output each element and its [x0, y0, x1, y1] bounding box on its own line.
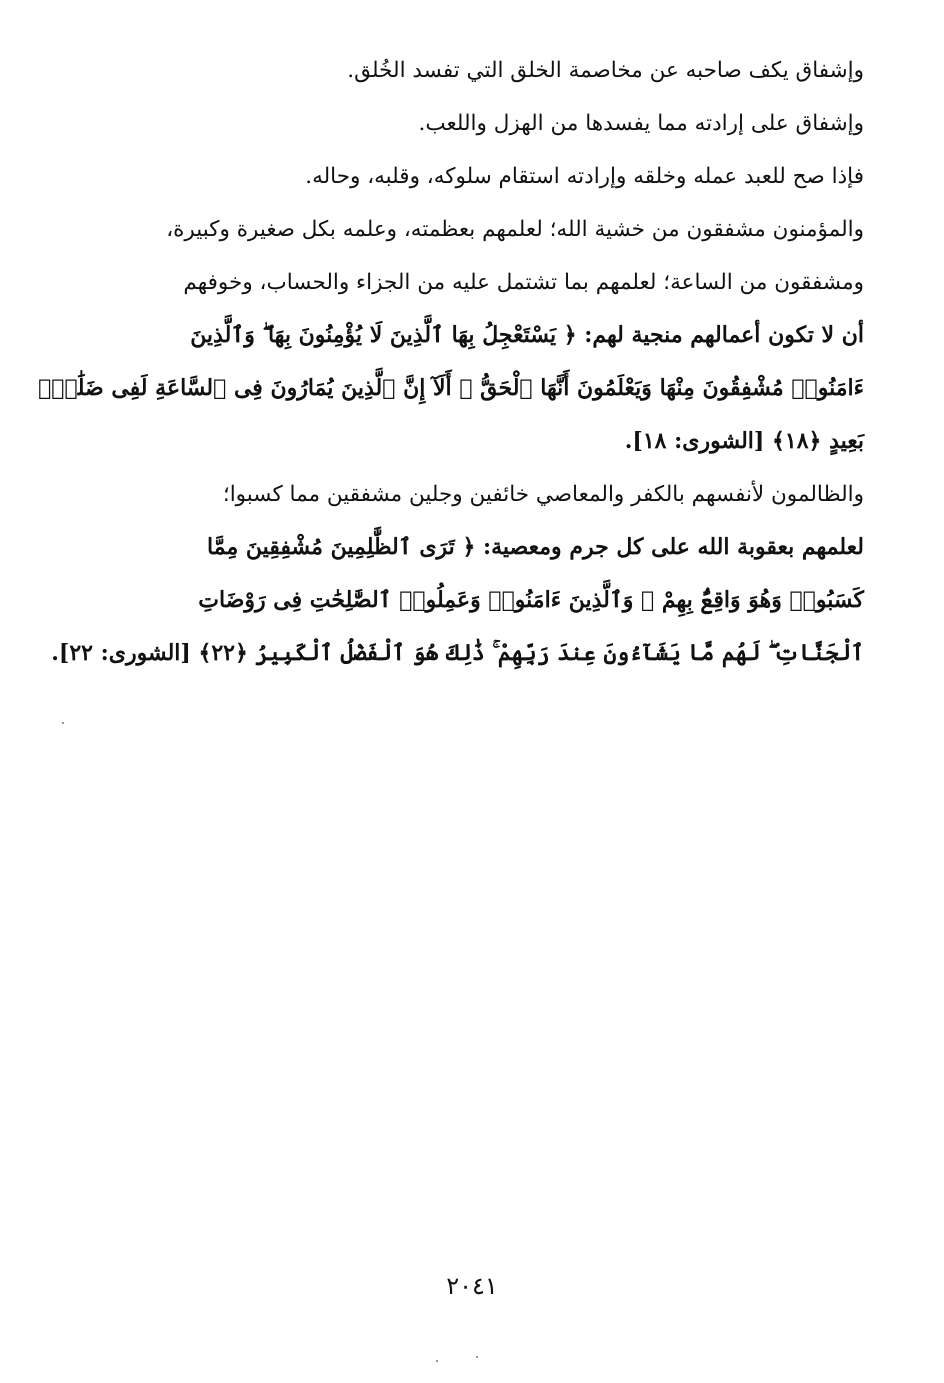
scan-speck [436, 1360, 438, 1362]
quran-verse-line: لعلمهم بعقوبة الله على كل جرم ومعصية: ﴿ تَرَى ٱلظَّٰلِمِينَ مُشْفِقِينَ مِمَّا [207, 534, 864, 560]
text-line: والمؤمنون مشفقون من خشية الله؛ لعلمهم بعظمته، وعلمه بكل صغيرة وكبيرة، [166, 217, 864, 242]
text-line: فإذا صح للعبد عمله وخلقه وإرادته استقام سلوكه، وقلبه، وحاله. [305, 164, 864, 189]
text-line: وإشفاق على إرادته مما يفسدها من الهزل واللعب. [418, 111, 864, 136]
quran-verse-line: كَسَبُوا۟ وَهُوَ وَاقِعٌۢ بِهِمْ ۗ وَٱلَّذِينَ ءَامَنُوا۟ وَعَمِلُوا۟ ٱلصَّٰلِحَٰتِ فِى رَوْضَاتِ [198, 587, 864, 613]
quran-verse-line: ءَامَنُوا۟ مُشْفِقُونَ مِنْهَا وَيَعْلَمُونَ أَنَّهَا ٱلْحَقُّ ۗ أَلَآ إِنَّ ٱلَّذِينَ يُمَارُونَ فِى ٱلسَّاعَةِ لَفِى ضَلَٰلٍۭ [38, 375, 864, 401]
body-text [38, 44, 864, 680]
quran-verse-line: ٱلْجَنَّاتِ ۖ لَهُم مَّا يَشَآءُونَ عِندَ رَبِّهِمْ ۚ ذَٰلِكَ هُوَ ٱلْفَضْلُ ٱلْكَبِيرُ ﴿٢٢﴾ [الشورى: ٢٢]. [51, 640, 864, 666]
page-number: ٢٠٤١ [446, 1272, 498, 1300]
text-line: وإشفاق يكف صاحبه عن مخاصمة الخلق التي تفسد الخُلق. [347, 58, 864, 83]
text-line: والظالمون لأنفسهم بالكفر والمعاصي خائفين وجلين مشفقين مما كسبوا؛ [222, 482, 864, 507]
scan-speck [62, 722, 64, 724]
text-line: ومشفقون من الساعة؛ لعلمهم بما تشتمل عليه من الجزاء والحساب، وخوفهم [183, 270, 864, 295]
quran-verse-line: بَعِيدٍ ﴿١٨﴾ [الشورى: ١٨]. [624, 428, 864, 454]
quran-verse-line: أن لا تكون أعمالهم منجية لهم: ﴿ يَسْتَعْجِلُ بِهَا ٱلَّذِينَ لَا يُؤْمِنُونَ بِهَا ۖ وَٱلَّذِينَ [190, 322, 864, 348]
scan-speck [476, 1356, 478, 1358]
